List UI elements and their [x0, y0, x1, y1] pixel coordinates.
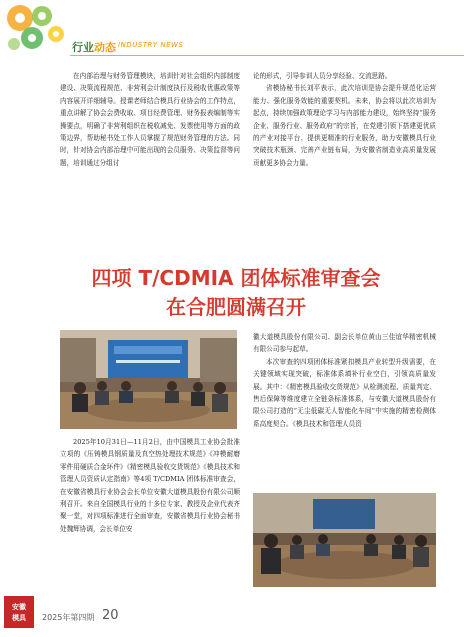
- bottom-left-column: [60, 436, 240, 535]
- paragraph: 本次审查的四项团体标准紧扣模具产业转型升级需要，在关键领域实现突破，标准体系填补行业空白，引领高质量发展。其中：《精密模具验收交货规范》从检测流程、质量判定、售后保障等维度建立全链条标准体系，与安徽大道模具股份有限公司打造的“无尘低碳无人智能化车间”中实施的精密检测体系高度契合。《模具技术和管理人员资: [253, 357, 436, 428]
- issue-label: 2025年第四期: [42, 613, 95, 622]
- article-headline-line2: 在合肥圆满召开: [166, 295, 306, 319]
- article-headline-line1: 四项 T/CDMIA 团体标准审查会: [91, 266, 381, 290]
- paragraph: 省模协秘书长刘平表示，此次培训是协会提升规范化运营能力、强化服务效能的重要契机。未来，协会将以此次培训为起点，持续加强政策理论学习与内部能力建设，始终坚持“服务企业、服务行业、服务政府”的宗旨，在党建引领下搭建更优质的产业对接平台、提供更精准的行业服务，助力安徽模具行业突破技术瓶颈、完善产业链布局，为安徽省制造业高质量发展贡献更多协会力量。: [253, 84, 436, 167]
- section-title-part2: 动态: [94, 41, 116, 54]
- logo-text-line1: 安徽: [12, 603, 26, 611]
- logo-text-line2: 模具: [12, 614, 26, 622]
- paragraph: 徽大道模具股份有限公司、副会长单位黄山三佳谊华精密机械有限公司参与起草。: [253, 333, 436, 354]
- paragraph: 2025年10月31日—11月2日，由中国模具工业协会批准立项的《压铸模具钢质量及真空热处理技术规范》《冲模耐磨零件用硬质合金环件》《精密模具验收交货规范》《模具技术和管理人员资质认定指南》等4项 T/CDMIA 团体标准审查会，在安徽省模具行业协会会长单位安徽大道模具股份有限公司顺利召开。来自全国模具行业的十多位专家、教授及企业代表齐聚一堂，对四项标准进行全面审查，安徽省模具行业协会秘书处魏辉协调，会长单位安: [60, 438, 240, 533]
- gear-decoration-icon: [4, 2, 68, 56]
- meeting-photo-2: [253, 493, 436, 587]
- section-title-part1: 行业: [72, 41, 94, 54]
- paragraph: 论的形式，引导参训人员分享经验、交流思路。: [253, 72, 392, 80]
- magazine-logo: [4, 596, 34, 628]
- meeting-photo: [60, 330, 237, 429]
- section-title-english: INDUSTRY NEWS: [118, 41, 184, 49]
- top-right-column: [253, 70, 436, 169]
- section-title: [72, 39, 116, 55]
- header-divider: [70, 55, 464, 56]
- meeting-photo-2-image: [253, 493, 436, 587]
- meeting-photo-image: [60, 330, 237, 429]
- top-left-column: [60, 70, 240, 169]
- page-number: 20: [102, 608, 119, 623]
- paragraph: 在内部治理与财务管理模块，培训针对社会组织内部制度建设、决策流程规范、非营利会计制度执行及税收优惠政策等内容展开详细辅导。授课老师结合模具行业协会的工作特点，重点讲解了协会会费收取、项目经费管理、财务报表编制等实操要点，明确了非营利组织在税收减免、发票使用等方面的政策边界，帮助秘书处工作人员掌握了规范财务管理的方法。同时，针对协会内部治理中可能出现的会员服务、决策监督等问题，培训通过分组讨: [60, 72, 240, 167]
- page-header: [0, 0, 472, 58]
- bottom-right-column: [253, 331, 436, 430]
